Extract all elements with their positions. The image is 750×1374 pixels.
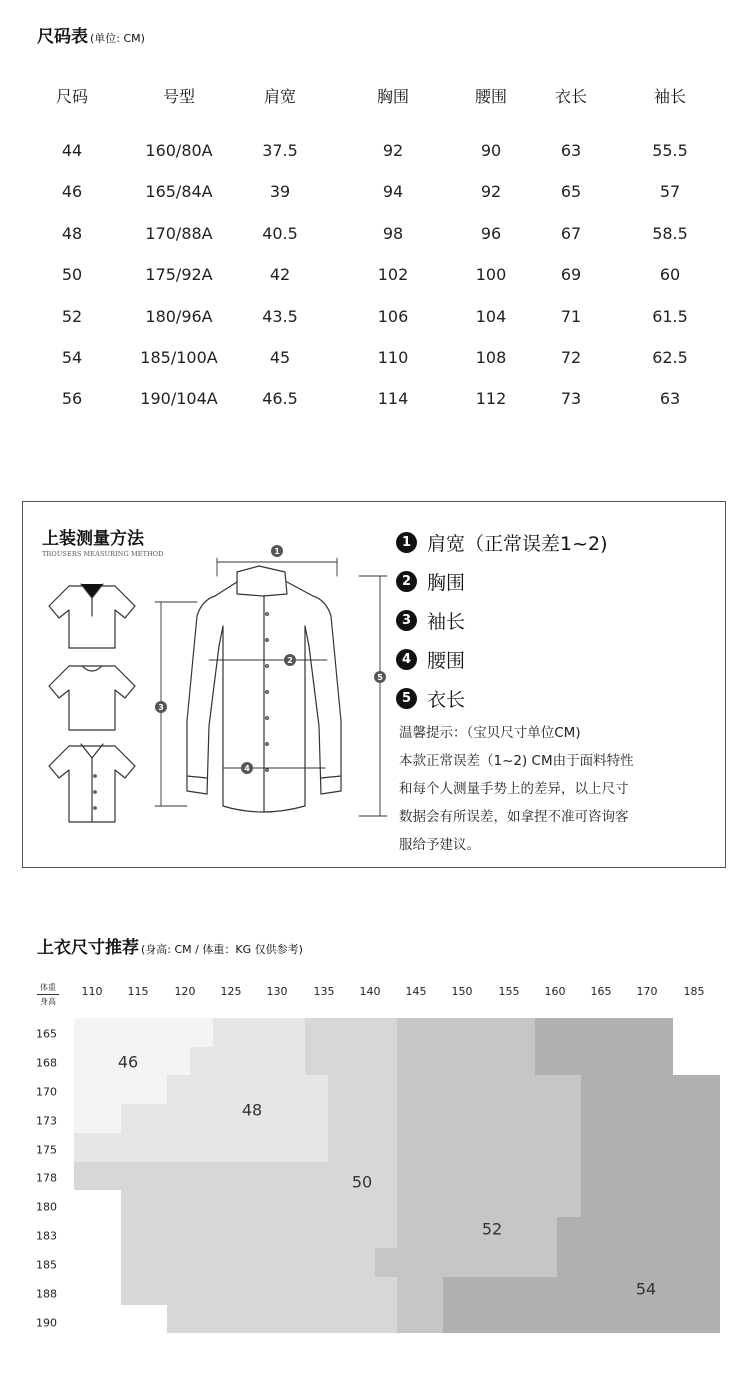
table-cell: 40.5 [262,224,298,243]
size-chart-unit: (单位: CM) [90,32,145,45]
svg-text:5: 5 [377,673,383,682]
height-label: 180 [36,1200,57,1214]
table-cell: 106 [377,307,409,326]
table-cell: 39 [269,182,291,201]
height-axis-label: 身高 [37,994,59,1007]
height-label: 175 [36,1143,57,1157]
method-subtitle: TROUSERS MEASURING METHOD [42,550,164,558]
svg-text:3: 3 [158,703,164,712]
weight-label: 115 [127,985,149,998]
number-1-icon: 1 [396,532,417,553]
table-cell: 90 [480,141,502,160]
zone-label: 46 [117,1052,139,1072]
height-label: 173 [36,1114,57,1128]
table-cell: 62.5 [652,348,688,367]
weight-axis-label: 体重 [40,983,56,992]
zone-label: 50 [351,1172,373,1192]
height-label: 185 [36,1258,57,1272]
zone-label: 48 [241,1100,263,1120]
table-cell: 44 [61,141,83,160]
table-cell: 175/92A [145,265,213,284]
table-cell: 63 [659,389,681,408]
height-label: 188 [36,1287,57,1301]
table-cell: 54 [61,348,83,367]
weight-label: 145 [405,985,427,998]
weight-label: 140 [359,985,381,998]
number-3-icon: 3 [396,610,417,631]
weight-label: 130 [266,985,288,998]
height-label: 178 [36,1171,57,1185]
table-header-cell: 衣长 [554,87,588,106]
table-header-cell: 腰围 [474,87,508,106]
table-cell: 56 [61,389,83,408]
weight-label: 120 [174,985,196,998]
table-cell: 72 [560,348,582,367]
table-header-cell: 胸围 [376,87,410,106]
weight-label: 170 [636,985,658,998]
height-label: 170 [36,1085,57,1099]
table-cell: 67 [560,224,582,243]
table-cell: 100 [475,265,507,284]
recommend-title-text: 上衣尺寸推荐 [37,938,139,958]
recommend-unit: (身高: CM / 体重：KG 仅供参考) [141,943,303,956]
height-label: 168 [36,1056,57,1070]
table-cell: 190/104A [140,389,218,408]
tips-line: 服给予建议。 [399,837,480,853]
table-cell: 60 [659,265,681,284]
size-chart-title-text: 尺码表 [37,27,88,47]
table-cell: 57 [659,182,681,201]
number-4-icon: 4 [396,649,417,670]
zone-label: 52 [481,1219,503,1239]
legend-label: 肩宽（正常误差1~2) [427,533,608,555]
table-cell: 160/80A [145,141,213,160]
table-cell: 46 [61,182,83,201]
weight-label: 155 [498,985,520,998]
table-header-cell: 号型 [162,87,196,106]
table-cell: 45 [269,348,291,367]
number-5-icon: 5 [396,688,417,709]
table-cell: 73 [560,389,582,408]
weight-label: 135 [313,985,335,998]
table-cell: 104 [475,307,507,326]
weight-label: 150 [451,985,473,998]
table-cell: 96 [480,224,502,243]
table-header-cell: 肩宽 [263,87,297,106]
height-label: 190 [36,1316,57,1330]
table-cell: 50 [61,265,83,284]
table-cell: 98 [382,224,404,243]
zone-label: 54 [635,1279,657,1299]
table-header-cell: 袖长 [653,87,687,106]
table-cell: 42 [269,265,291,284]
svg-text:2: 2 [287,656,293,665]
weight-label: 165 [590,985,612,998]
weight-label: 125 [220,985,242,998]
table-cell: 63 [560,141,582,160]
table-cell: 58.5 [652,224,688,243]
tips-line: 本款正常误差（1~2) CM由于面料特性 [399,753,634,769]
height-label: 165 [36,1027,57,1041]
table-cell: 114 [377,389,409,408]
table-cell: 46.5 [262,389,298,408]
weight-label: 110 [81,985,103,998]
table-cell: 112 [475,389,507,408]
table-cell: 108 [475,348,507,367]
number-2-icon: 2 [396,571,417,592]
table-cell: 92 [480,182,502,201]
legend-label: 袖长 [427,611,466,633]
tips-line: 和每个人测量手势上的差异，以上尺寸 [399,781,629,797]
table-cell: 180/96A [145,307,213,326]
table-cell: 37.5 [262,141,298,160]
height-label: 183 [36,1229,57,1243]
table-cell: 185/100A [140,348,218,367]
svg-text:4: 4 [244,764,250,773]
legend-label: 腰围 [427,650,466,672]
table-cell: 102 [377,265,409,284]
method-title: 上装测量方法 [42,529,144,549]
table-cell: 65 [560,182,582,201]
weight-label: 185 [683,985,705,998]
table-cell: 43.5 [262,307,298,326]
table-header-cell: 尺码 [55,87,89,106]
table-cell: 71 [560,307,582,326]
table-cell: 110 [377,348,409,367]
table-cell: 61.5 [652,307,688,326]
tips-line: 温馨提示：（宝贝尺寸单位CM) [399,725,581,741]
tips-line: 数据会有所误差，如拿捏不准可咨询客 [399,809,629,825]
table-cell: 165/84A [145,182,213,201]
table-cell: 69 [560,265,582,284]
table-cell: 170/88A [145,224,213,243]
legend-label: 胸围 [427,572,466,594]
table-cell: 92 [382,141,404,160]
table-cell: 55.5 [652,141,688,160]
table-cell: 48 [61,224,83,243]
svg-text:1: 1 [274,547,280,556]
table-cell: 94 [382,182,404,201]
legend-label: 衣长 [427,689,466,711]
table-cell: 52 [61,307,83,326]
weight-label: 160 [544,985,566,998]
